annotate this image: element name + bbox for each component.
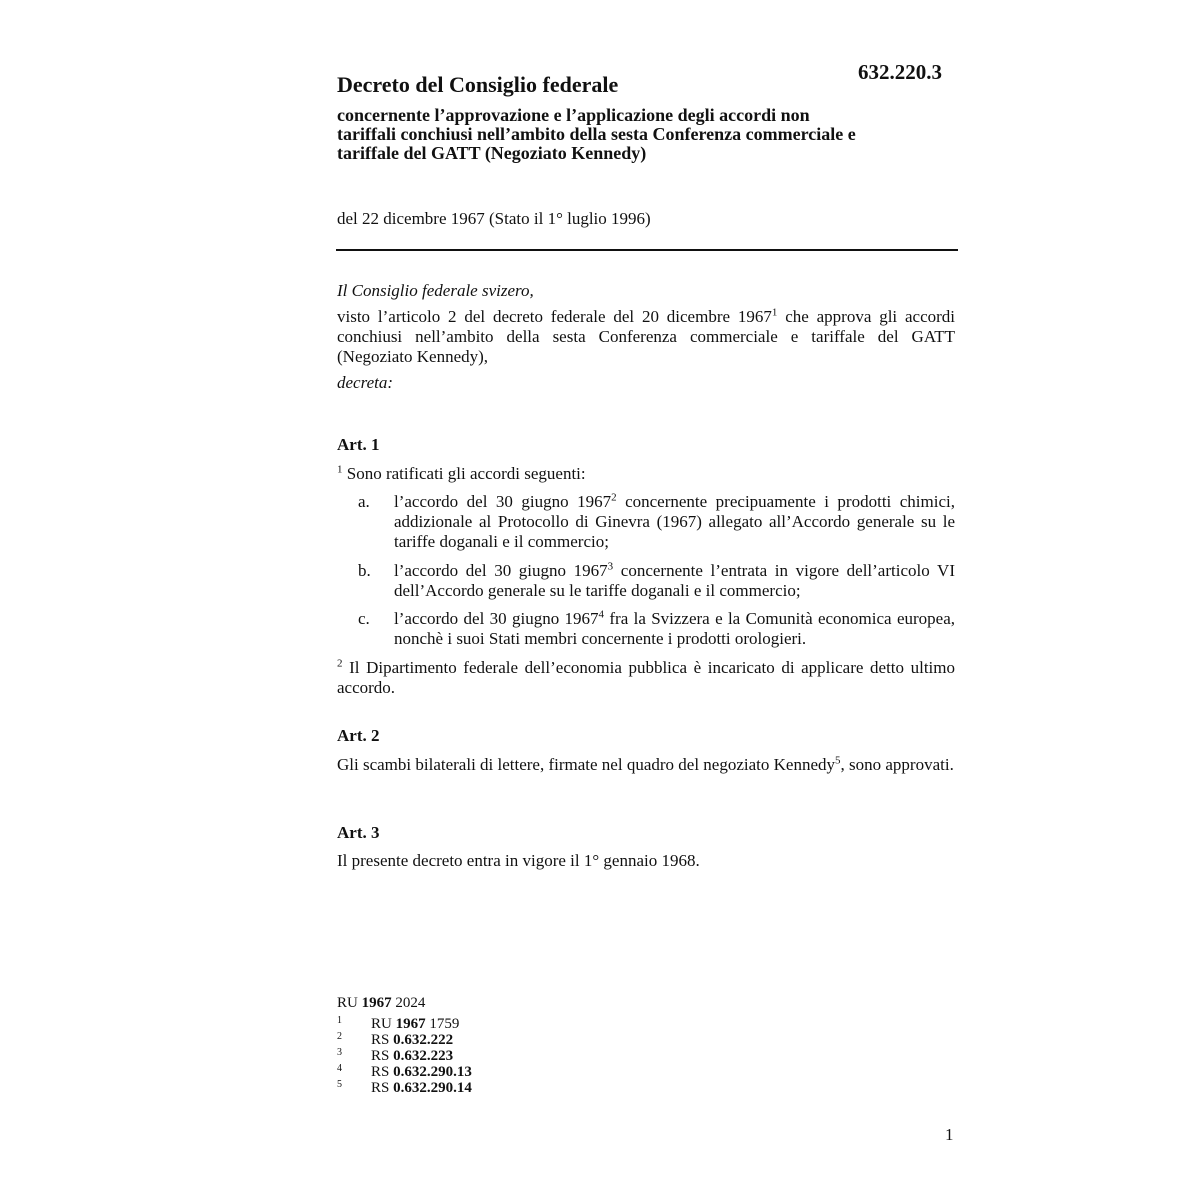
item-text [394,561,955,601]
footnote-number: 1 [337,1015,342,1026]
art1-paragraph-1 [337,464,955,484]
paragraph-number: 1 [337,463,343,476]
footnote-text [371,1032,453,1048]
footnote-text [371,1080,472,1096]
footnote-bold: 0.632.290.13 [393,1064,472,1080]
item-text-b: concernente l’entrata in vigore dell’articolo VI dell’Accordo generale su le tariffe doganali e il commercio; [394,561,955,600]
footnote-prefix: RS [371,1048,394,1064]
footnote-suffix: 1759 [425,1016,460,1032]
preamble-authority: Il Consiglio federale svizero, [337,281,534,300]
art1-paragraph-1-text: Sono ratificati gli accordi seguenti: [342,464,586,483]
preamble-visto-text-b: che approva gli accordi conchiusi nell’ambito della sesta Conferenza commerciale e tariffale del GATT (Negoziato Kennedy), [337,307,956,366]
item-text [394,609,955,649]
footnote-number: 2 [337,1031,342,1042]
art1-heading: Art. 1 [337,435,380,454]
footnote-number: 3 [337,1047,342,1058]
item-label: b. [358,561,371,580]
preamble-visto [337,307,955,367]
footnote-ref-2: 2 [611,491,617,504]
footnote-prefix: RS [371,1080,394,1096]
footnote-prefix: RS [371,1064,394,1080]
ru-prefix: RU [337,995,362,1011]
art1-paragraph-2 [337,658,955,698]
document-code: 632.220.3 [858,60,942,84]
item-text-a: l’accordo del 30 giugno 1967 [394,561,608,580]
header-divider [336,249,958,251]
ru-page: 2024 [391,995,426,1011]
art2-heading: Art. 2 [337,726,380,745]
footnote-text [371,1048,453,1064]
art2-text-b: , sono approvati. [840,755,954,774]
footnote-text [371,1016,459,1032]
footnote-prefix: RS [371,1032,394,1048]
footnote-ref-1: 1 [771,306,778,319]
item-text-b: fra la Svizzera e la Comunità economica europea, nonchè i suoi Stati membri concernente i prodotti orologieri. [394,609,955,648]
footnote-ref-3: 3 [607,560,614,573]
document-title: Decreto del Consiglio federale [337,72,619,97]
art2-text [337,755,955,775]
item-label: c. [358,609,370,628]
footnote-bold: 0.632.223 [393,1048,454,1064]
item-text-a: l’accordo del 30 giugno 1967 [394,609,599,628]
footnote-number: 4 [337,1063,342,1074]
ru-year: 1967 [361,995,392,1011]
document-date: del 22 dicembre 1967 (Stato il 1° luglio 1996) [337,209,651,228]
item-text [394,492,955,552]
preamble-decreta: decreta: [337,373,394,392]
art2-text-a: Gli scambi bilaterali di lettere, firmate nel quadro del negoziato Kennedy [337,755,836,774]
footnote-bold: 0.632.290.14 [393,1080,472,1096]
item-label: a. [358,492,370,511]
document-subtitle: concernente l’approvazione e l’applicazione degli accordi non tariffali conchiusi nell’ambito della sesta Conferenza commerciale e tariffale del GATT (Negoziato Kennedy) [337,105,856,163]
footnote-number: 5 [337,1079,342,1090]
art1-paragraph-2-text: Il Dipartimento federale dell’economia pubblica è incaricato di applicare detto ultimo accordo. [337,658,955,697]
art3-text: Il presente decreto entra in vigore il 1° gennaio 1968. [337,851,700,870]
footnote-prefix: RU [371,1016,396,1032]
footnote-bold: 0.632.222 [393,1032,454,1048]
paragraph-number: 2 [337,657,343,670]
footnote-text [371,1064,472,1080]
page-number: 1 [945,1125,954,1144]
footnote-ref-4: 4 [598,608,605,621]
footnote-bold: 1967 [395,1016,426,1032]
preamble-visto-text-a: visto l’articolo 2 del decreto federale del 20 dicembre 1967 [337,307,772,326]
footer-ru [337,995,425,1012]
footnote-ref-5: 5 [835,754,841,767]
item-text-b: concernente precipuamente i prodotti chimici, addizionale al Protocollo di Ginevra (1967) allegato all’Accordo generale su le tariffe doganali e il commercio; [394,492,955,551]
art3-heading: Art. 3 [337,823,380,842]
item-text-a: l’accordo del 30 giugno 1967 [394,492,612,511]
